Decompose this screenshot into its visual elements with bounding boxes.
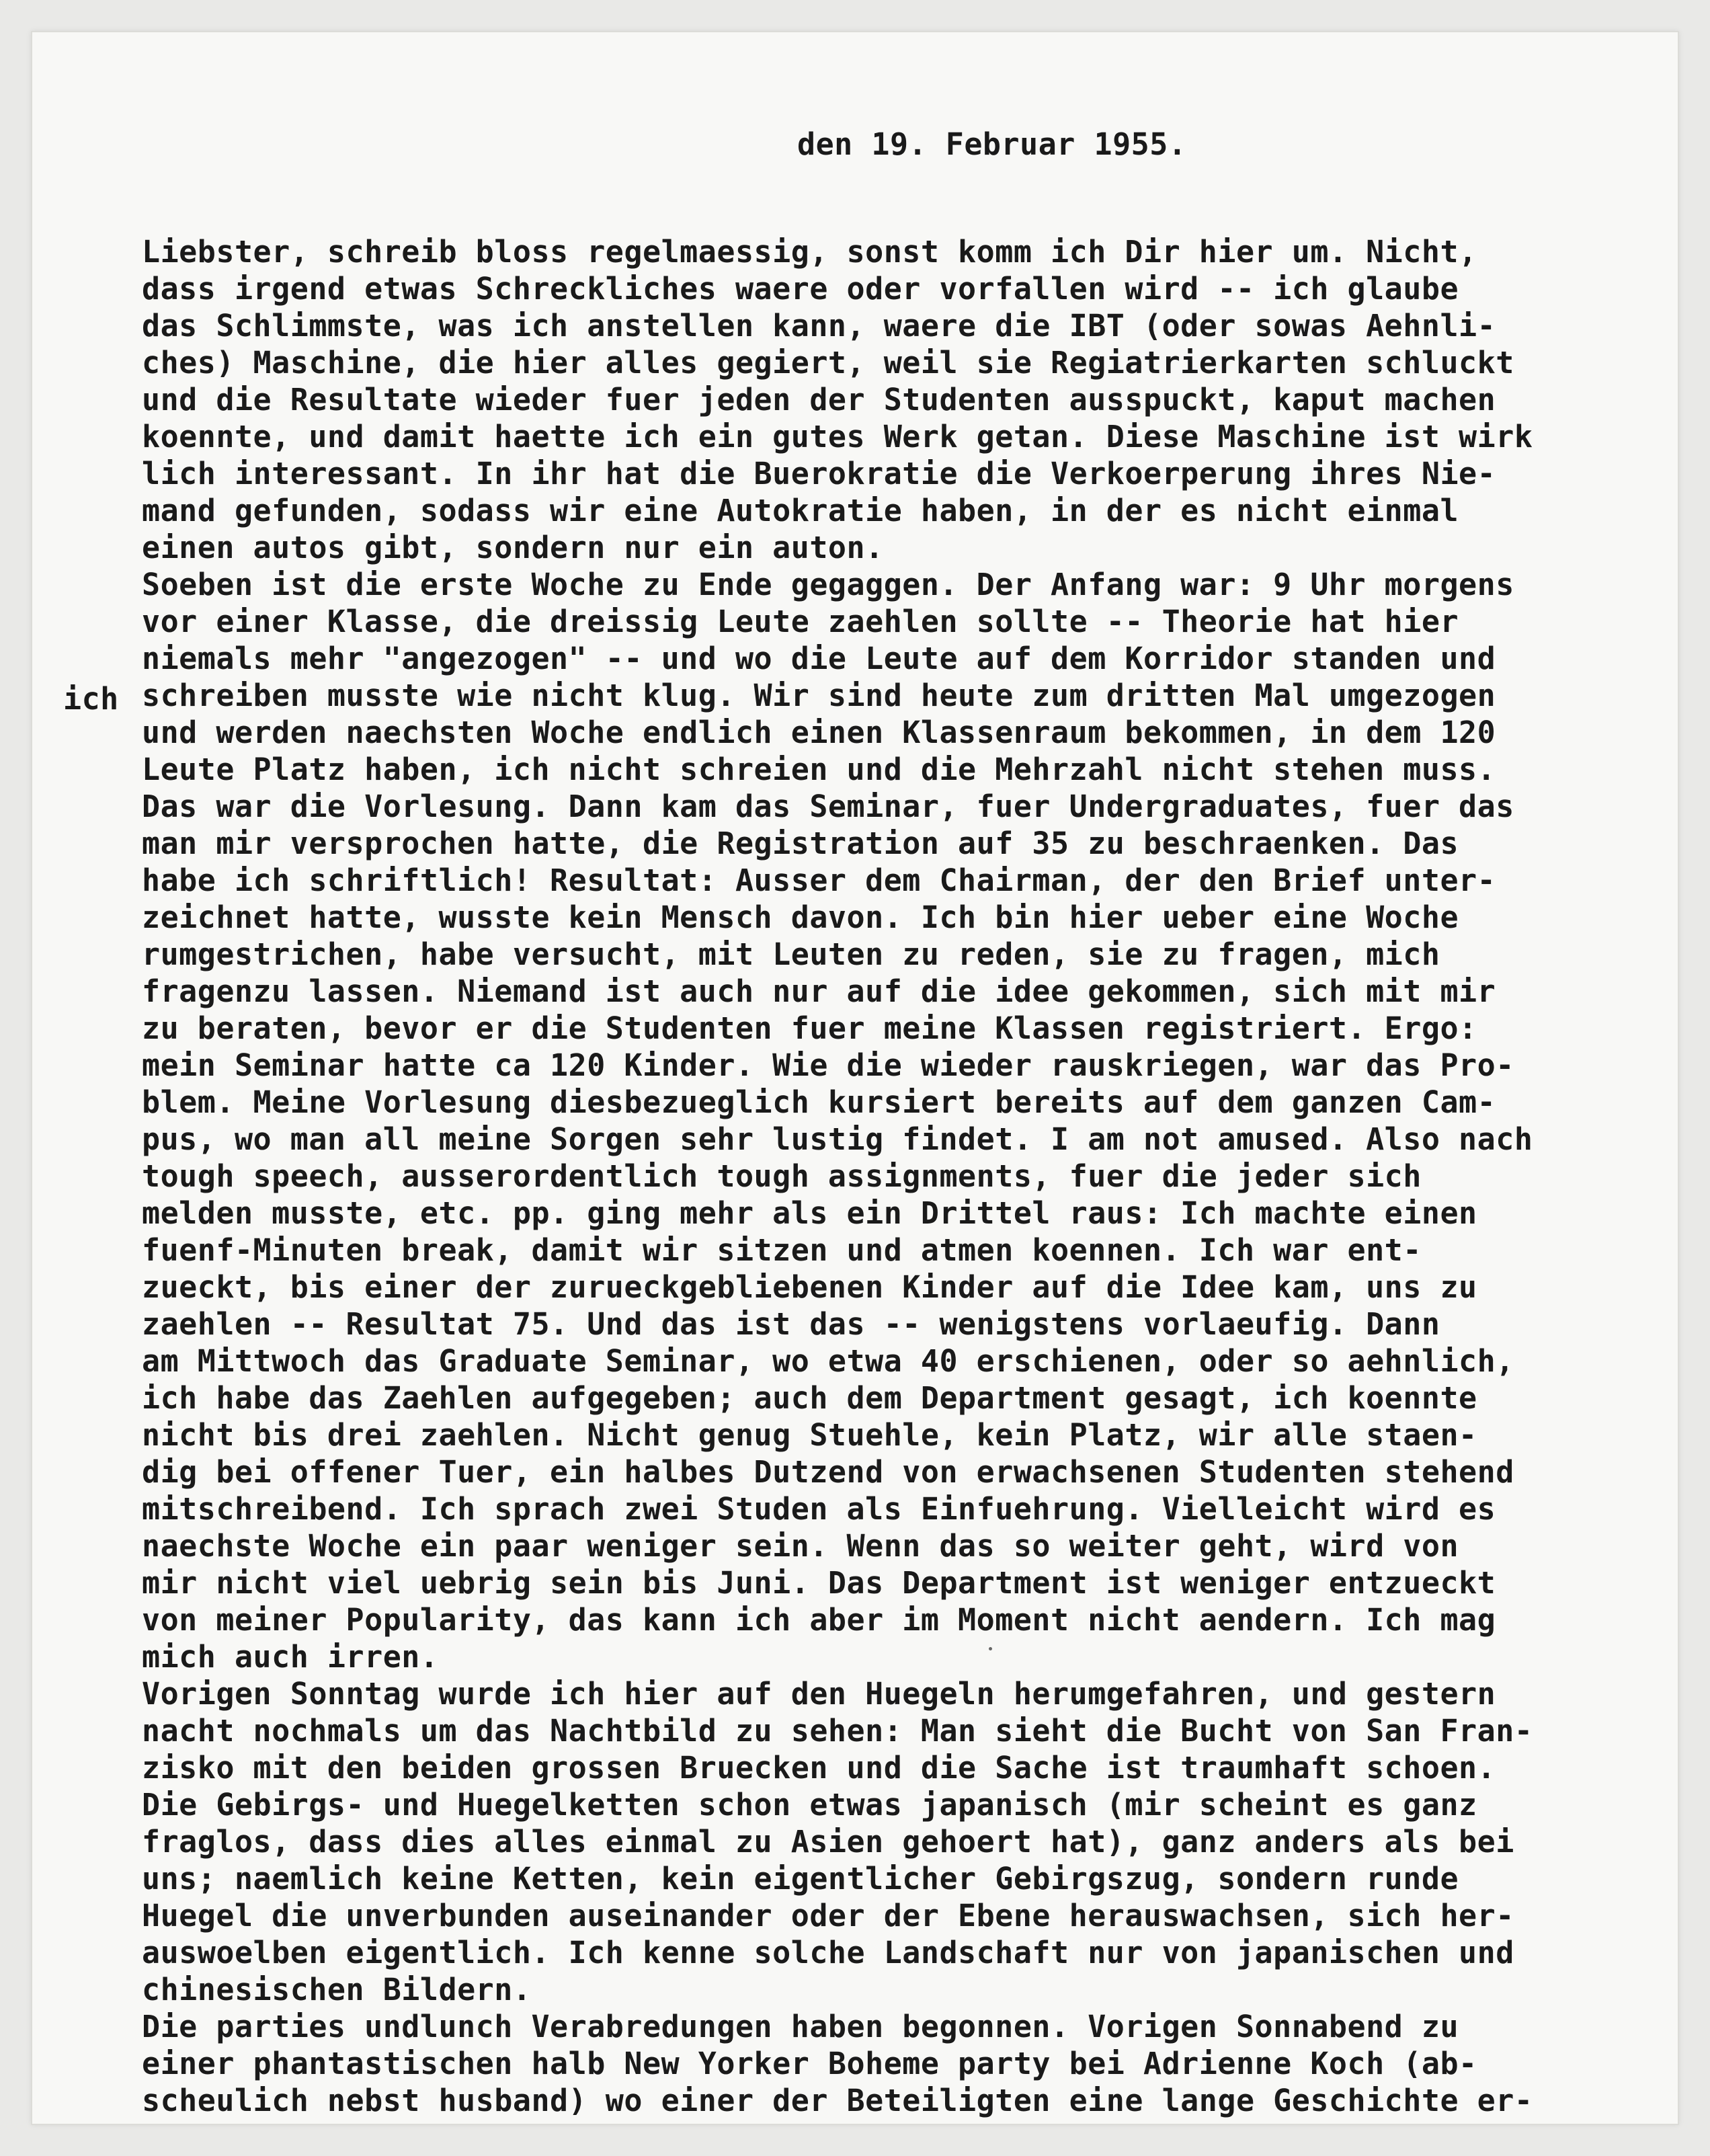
text-line: tough speech, ausserordentlich tough assignments, fuer die jeder sich <box>142 1158 1422 1194</box>
text-line: chinesischen Bildern. <box>142 1972 532 2007</box>
text-line: pus, wo man all meine Sorgen sehr lustig findet. I am not amused. Also nach <box>142 1121 1533 1157</box>
text-line: und die Resultate wieder fuer jeden der Studenten ausspuckt, kaput machen <box>142 382 1496 417</box>
text-line: einer phantastischen halb New Yorker Boheme party bei Adrienne Koch (ab- <box>142 2046 1477 2081</box>
text-line: ich habe das Zaehlen aufgegeben; auch dem Department gesagt, ich koennte <box>142 1380 1477 1416</box>
text-line: und werden naechsten Woche endlich einen Klassenraum bekommen, in dem 120 <box>142 715 1496 750</box>
text-line: mich auch irren. <box>142 1639 439 1675</box>
text-line: schreiben musste wie nicht klug. Wir sind heute zum dritten Mal umgezogen <box>142 678 1496 713</box>
text-line: Das war die Vorlesung. Dann kam das Seminar, fuer Undergraduates, fuer das <box>142 789 1514 824</box>
letter-date: den 19. Februar 1955. <box>797 126 1187 162</box>
text-line: mein Seminar hatte ca 120 Kinder. Wie die wieder rauskriegen, war das Pro- <box>142 1047 1514 1083</box>
text-line: niemals mehr "angezogen" -- und wo die Leute auf dem Korridor standen und <box>142 641 1496 676</box>
text-line: Leute Platz haben, ich nicht schreien und die Mehrzahl nicht stehen muss. <box>142 752 1496 787</box>
text-line: vor einer Klasse, die dreissig Leute zaehlen sollte -- Theorie hat hier <box>142 604 1459 639</box>
text-line: Vorigen Sonntag wurde ich hier auf den Huegeln herumgefahren, und gestern <box>142 1676 1496 1712</box>
text-line: Soeben ist die erste Woche zu Ende gegaggen. Der Anfang war: 9 Uhr morgens <box>142 567 1514 602</box>
text-line: dig bei offener Tuer, ein halbes Dutzend von erwachsenen Studenten stehend <box>142 1454 1514 1490</box>
text-line: koennte, und damit haette ich ein gutes Werk getan. Diese Maschine ist wirk <box>142 419 1533 454</box>
text-line: scheulich nebst husband) wo einer der Beteiligten eine lange Geschichte er- <box>142 2083 1533 2118</box>
text-line: naechste Woche ein paar weniger sein. Wenn das so weiter geht, wird von <box>142 1528 1459 1564</box>
text-line: mir nicht viel uebrig sein bis Juni. Das Department ist weniger entzueckt <box>142 1565 1496 1601</box>
text-line: man mir versprochen hatte, die Registration auf 35 zu beschraenken. Das <box>142 826 1459 861</box>
ink-speck <box>989 1647 992 1650</box>
text-line: fuenf-Minuten break, damit wir sitzen und atmen koennen. Ich war ent- <box>142 1232 1422 1268</box>
text-line: auswoelben eigentlich. Ich kenne solche Landschaft nur von japanischen und <box>142 1935 1514 1970</box>
text-line: rumgestrichen, habe versucht, mit Leuten zu reden, sie zu fragen, mich <box>142 936 1440 972</box>
text-line: mitschreibend. Ich sprach zwei Studen als Einfuehrung. Vielleicht wird es <box>142 1491 1496 1527</box>
text-line: von meiner Popularity, das kann ich aber im Moment nicht aendern. Ich mag <box>142 1602 1496 1638</box>
text-line: am Mittwoch das Graduate Seminar, wo etwa 40 erschienen, oder so aehnlich, <box>142 1343 1514 1379</box>
text-line: ches) Maschine, die hier alles gegiert, weil sie Regiatrierkarten schluckt <box>142 345 1514 381</box>
text-line: fraglos, dass dies alles einmal zu Asien gehoert hat), ganz anders als bei <box>142 1824 1514 1860</box>
text-line: zu beraten, bevor er die Studenten fuer meine Klassen registriert. Ergo: <box>142 1010 1477 1046</box>
text-line: Liebster, schreib bloss regelmaessig, sonst komm ich Dir hier um. Nicht, <box>142 234 1477 270</box>
text-line: dass irgend etwas Schreckliches waere oder vorfallen wird -- ich glaube <box>142 271 1459 307</box>
text-line: mand gefunden, sodass wir eine Autokratie haben, in der es nicht einmal <box>142 493 1459 528</box>
text-line: Huegel die unverbunden auseinander oder der Ebene herauswachsen, sich her- <box>142 1898 1514 1933</box>
text-line: einen autos gibt, sondern nur ein auton. <box>142 530 884 565</box>
text-line: melden musste, etc. pp. ging mehr als ein Drittel raus: Ich machte einen <box>142 1195 1477 1231</box>
text-line: zisko mit den beiden grossen Bruecken und die Sache ist traumhaft schoen. <box>142 1750 1496 1786</box>
text-line: lich interessant. In ihr hat die Buerokratie die Verkoerperung ihres Nie- <box>142 456 1496 491</box>
text-line: blem. Meine Vorlesung diesbezueglich kursiert bereits auf dem ganzen Cam- <box>142 1084 1496 1120</box>
text-line: das Schlimmste, was ich anstellen kann, waere die IBT (oder sowas Aehnli- <box>142 308 1496 344</box>
text-line: habe ich schriftlich! Resultat: Ausser dem Chairman, der den Brief unter- <box>142 863 1496 898</box>
text-line: nacht nochmals um das Nachtbild zu sehen: Man sieht die Bucht von San Fran- <box>142 1713 1533 1749</box>
text-line: zaehlen -- Resultat 75. Und das ist das -- wenigstens vorlaeufig. Dann <box>142 1306 1440 1342</box>
text-line: fragenzu lassen. Niemand ist auch nur auf die idee gekommen, sich mit mir <box>142 973 1496 1009</box>
text-line: Die parties undlunch Verabredungen haben begonnen. Vorigen Sonnabend zu <box>142 2009 1459 2044</box>
letter-page <box>31 31 1679 2125</box>
text-line: nicht bis drei zaehlen. Nicht genug Stuehle, kein Platz, wir alle staen- <box>142 1417 1477 1453</box>
text-line: zeichnet hatte, wusste kein Mensch davon. Ich bin hier ueber eine Woche <box>142 900 1459 935</box>
margin-correction: ich <box>63 681 119 717</box>
text-line: uns; naemlich keine Ketten, kein eigentlicher Gebirgszug, sondern runde <box>142 1861 1459 1897</box>
typescript-body <box>31 31 1679 2125</box>
text-line: Die Gebirgs- und Huegelketten schon etwas japanisch (mir scheint es ganz <box>142 1787 1477 1823</box>
text-line: zueckt, bis einer der zurueckgebliebenen Kinder auf die Idee kam, uns zu <box>142 1269 1477 1305</box>
